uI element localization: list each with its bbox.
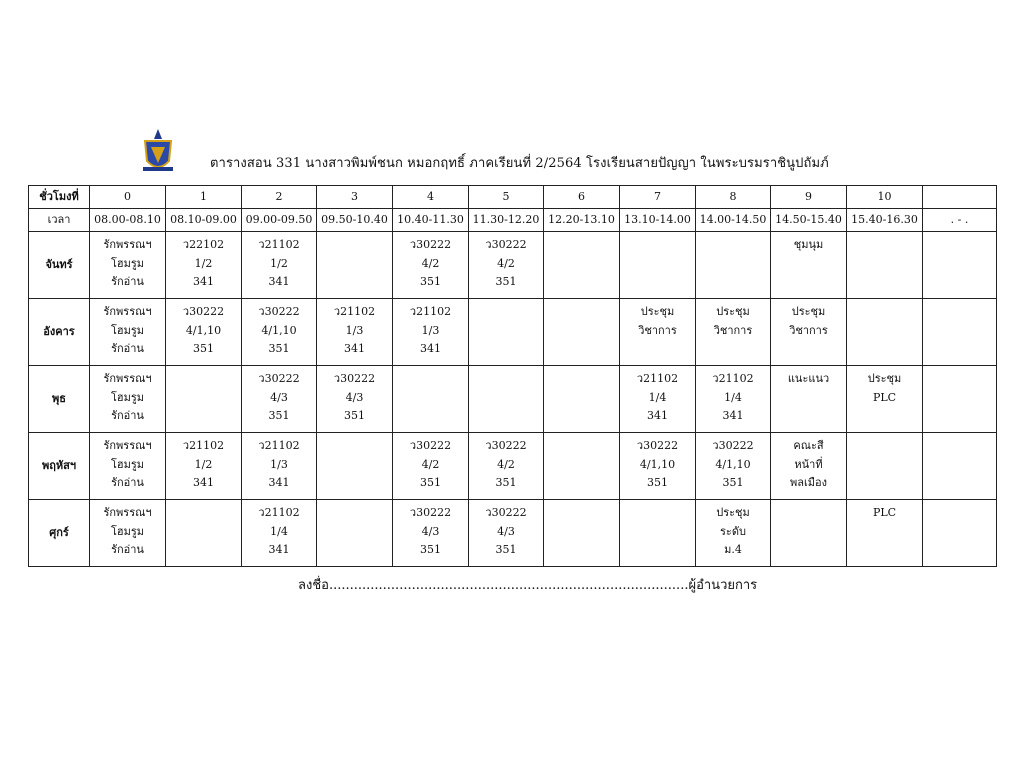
schedule-cell	[847, 433, 923, 500]
time-cell: 13.10-14.00	[620, 209, 696, 232]
period-cell: 4	[393, 186, 469, 209]
timetable	[28, 185, 997, 567]
schedule-cell	[90, 366, 166, 433]
schedule-cell	[771, 500, 847, 567]
cell-line: 341	[344, 342, 365, 355]
cell-line: ว21102	[333, 305, 376, 318]
period-header-row	[29, 186, 997, 209]
schedule-cell	[620, 366, 696, 433]
cell-line: 1/3	[270, 457, 288, 471]
schedule-cell	[847, 232, 923, 299]
schedule-cell	[90, 500, 166, 567]
cell-line: ว21102	[409, 305, 452, 318]
school-logo	[139, 127, 177, 177]
cell-line: วิชาการ	[638, 323, 677, 337]
cell-line: 351	[495, 275, 517, 288]
period-cell: 10	[847, 186, 923, 209]
cell-line: 1/2	[194, 256, 213, 270]
cell-line: 341	[647, 409, 668, 422]
cell-line: ประชุม	[640, 305, 675, 318]
cell-line: โฮมรูม	[110, 256, 145, 270]
cell-line: 4/3	[421, 524, 440, 538]
cell-line: รักอ่าน	[111, 409, 144, 422]
cell-line: พลเมือง	[790, 476, 827, 489]
period-cell: 2	[242, 186, 317, 209]
time-cell: 12.20-13.10	[544, 209, 620, 232]
cell-line: ชุมนุม	[793, 238, 824, 251]
period-cell: 5	[469, 186, 544, 209]
cell-line: ว30222	[485, 238, 527, 251]
cell-line: ว21102	[182, 439, 225, 452]
schedule-cell	[544, 500, 620, 567]
cell-line: รักพรรณฯ	[103, 439, 152, 452]
cell-line: 4/2	[497, 457, 515, 471]
schedule-cell	[317, 366, 393, 433]
cell-line: 351	[647, 476, 668, 489]
cell-line: รักอ่าน	[111, 543, 144, 556]
schedule-cell	[166, 433, 242, 500]
schedule-cell	[620, 299, 696, 366]
schedule-cell	[166, 232, 242, 299]
time-cell: 15.40-16.30	[847, 209, 923, 232]
schedule-cell	[923, 433, 997, 500]
cell-line: 351	[344, 409, 365, 422]
schedule-cell	[317, 433, 393, 500]
cell-line: ว21102	[712, 372, 754, 385]
time-cell: 14.00-14.50	[696, 209, 771, 232]
schedule-cell	[166, 299, 242, 366]
schedule-cell	[923, 366, 997, 433]
period-cell: 0	[90, 186, 166, 209]
schedule-cell	[847, 299, 923, 366]
schedule-cell	[90, 299, 166, 366]
day-name: อังคาร	[29, 299, 90, 366]
period-cell: 8	[696, 186, 771, 209]
schedule-cell	[771, 299, 847, 366]
cell-line: 351	[268, 342, 290, 355]
cell-line: 4/3	[345, 390, 364, 404]
cell-line: PLC	[872, 390, 897, 404]
cell-line: ว30222	[409, 439, 452, 452]
cell-line: 4/1,10	[261, 323, 297, 337]
cell-line: ว30222	[409, 506, 452, 519]
cell-line: โฮมรูม	[110, 323, 145, 337]
day-row	[29, 433, 997, 500]
schedule-cell	[242, 299, 317, 366]
day-name: จันทร์	[29, 232, 90, 299]
time-cell: 08.10-09.00	[166, 209, 242, 232]
cell-line: ม.4	[724, 543, 742, 556]
schedule-cell	[317, 299, 393, 366]
cell-line: ว21102	[636, 372, 679, 385]
schedule-cell	[242, 433, 317, 500]
schedule-cell	[469, 500, 544, 567]
cell-line: 4/2	[421, 457, 440, 471]
period-cell	[923, 186, 997, 209]
schedule-cell	[166, 366, 242, 433]
cell-line: รักอ่าน	[111, 275, 144, 288]
cell-line: โฮมรูม	[110, 524, 145, 538]
cell-line: รักพรรณฯ	[103, 506, 152, 519]
cell-line: แนะแนว	[787, 372, 830, 385]
cell-line: 341	[420, 342, 441, 355]
cell-line: 4/1,10	[185, 323, 222, 337]
cell-line: 351	[722, 476, 744, 489]
schedule-cell	[620, 433, 696, 500]
schedule-cell	[771, 433, 847, 500]
schedule-cell	[696, 433, 771, 500]
cell-line: ว30222	[485, 506, 527, 519]
schedule-cell	[166, 500, 242, 567]
period-label: ชั่วโมงที่	[29, 186, 90, 209]
cell-line: 351	[495, 543, 517, 556]
cell-line: ประชุม	[716, 305, 750, 318]
schedule-cell	[393, 299, 469, 366]
cell-line: คณะสี	[793, 439, 824, 452]
schedule-cell	[620, 500, 696, 567]
period-cell: 3	[317, 186, 393, 209]
period-cell: 6	[544, 186, 620, 209]
cell-line: ว30222	[182, 305, 225, 318]
cell-line: 4/3	[270, 390, 288, 404]
period-cell: 1	[166, 186, 242, 209]
cell-line: วิชาการ	[713, 323, 753, 337]
cell-line: 4/2	[421, 256, 440, 270]
day-row	[29, 500, 997, 567]
cell-line: ประชุม	[867, 372, 902, 385]
cell-line: 1/4	[724, 390, 742, 404]
schedule-cell	[771, 232, 847, 299]
cell-line: 1/3	[421, 323, 440, 337]
schedule-cell	[469, 299, 544, 366]
time-cell: 11.30-12.20	[469, 209, 544, 232]
period-cell: 9	[771, 186, 847, 209]
schedule-cell	[696, 299, 771, 366]
schedule-cell	[393, 366, 469, 433]
cell-line: รักพรรณฯ	[103, 372, 152, 385]
time-label: เวลา	[29, 209, 90, 232]
cell-line: PLC	[872, 506, 897, 519]
schedule-cell	[544, 232, 620, 299]
cell-line: 4/1,10	[715, 457, 751, 471]
cell-line: ว30222	[258, 305, 300, 318]
signature-line: ลงชื่อ.......................................................................................ผู้อำนวยการ	[298, 578, 758, 593]
schedule-cell	[393, 433, 469, 500]
time-cell: . - .	[923, 209, 997, 232]
page-title: ตารางสอน 331 นางสาวพิมพ์ชนก หมอกฤทธิ์ ภาคเรียนที่ 2/2564 โรงเรียนสายปัญญา ในพระบรมราชินูปถัมภ์	[210, 156, 829, 171]
cell-line: ว30222	[485, 439, 527, 452]
schedule-cell	[393, 500, 469, 567]
time-header-row	[29, 209, 997, 232]
cell-line: ว21102	[258, 238, 300, 251]
schedule-cell	[696, 500, 771, 567]
cell-line: รักพรรณฯ	[103, 238, 152, 251]
cell-line: ประชุม	[716, 506, 750, 519]
schedule-cell	[771, 366, 847, 433]
cell-line: 351	[495, 476, 517, 489]
schedule-cell	[847, 500, 923, 567]
cell-line: 351	[420, 543, 441, 556]
cell-line: รักพรรณฯ	[103, 305, 152, 318]
schedule-cell	[923, 299, 997, 366]
cell-line: 341	[268, 275, 290, 288]
cell-line: รักอ่าน	[111, 476, 144, 489]
day-name: พฤหัสฯ	[29, 433, 90, 500]
schedule-cell	[544, 299, 620, 366]
schedule-cell	[242, 366, 317, 433]
schedule-cell	[620, 232, 696, 299]
cell-line: 351	[420, 476, 441, 489]
cell-line: หน้าที่	[794, 457, 823, 471]
cell-line: 341	[268, 543, 290, 556]
cell-line: ประชุม	[791, 305, 826, 318]
day-row	[29, 232, 997, 299]
schedule-cell	[90, 433, 166, 500]
cell-line: ว30222	[409, 238, 452, 251]
day-name: พุธ	[29, 366, 90, 433]
cell-line: 341	[722, 409, 744, 422]
cell-line: 1/2	[194, 457, 213, 471]
cell-line: 1/2	[270, 256, 288, 270]
schedule-cell	[469, 232, 544, 299]
schedule-cell	[242, 232, 317, 299]
cell-line: วิชาการ	[789, 323, 828, 337]
cell-line: 341	[268, 476, 290, 489]
cell-line: ว30222	[333, 372, 376, 385]
time-cell: 10.40-11.30	[393, 209, 469, 232]
cell-line: ว30222	[712, 439, 754, 452]
schedule-cell	[469, 366, 544, 433]
cell-line: 341	[193, 476, 214, 489]
day-name: ศุกร์	[29, 500, 90, 567]
schedule-cell	[544, 433, 620, 500]
cell-line: ว22102	[182, 238, 225, 251]
cell-line: ว21102	[258, 506, 300, 519]
schedule-cell	[242, 500, 317, 567]
day-row	[29, 366, 997, 433]
cell-line: โฮมรูม	[110, 390, 145, 404]
cell-line: ระดับ	[720, 524, 746, 538]
cell-line: 351	[420, 275, 441, 288]
schedule-cell	[469, 433, 544, 500]
time-cell: 09.00-09.50	[242, 209, 317, 232]
cell-line: 351	[268, 409, 290, 422]
cell-line: 4/1,10	[639, 457, 676, 471]
cell-line: ว30222	[258, 372, 300, 385]
cell-line: 1/3	[345, 323, 364, 337]
schedule-cell	[393, 232, 469, 299]
cell-line: ว21102	[258, 439, 300, 452]
schedule-cell	[544, 366, 620, 433]
time-cell: 08.00-08.10	[90, 209, 166, 232]
schedule-cell	[696, 232, 771, 299]
cell-line: 1/4	[270, 524, 288, 538]
schedule-cell	[923, 232, 997, 299]
day-row	[29, 299, 997, 366]
schedule-cell	[317, 232, 393, 299]
cell-line: 351	[193, 342, 214, 355]
schedule-cell	[317, 500, 393, 567]
cell-line: โฮมรูม	[110, 457, 145, 471]
cell-line: รักอ่าน	[111, 342, 144, 355]
cell-line: ว30222	[636, 439, 679, 452]
period-cell: 7	[620, 186, 696, 209]
time-cell: 09.50-10.40	[317, 209, 393, 232]
cell-line: 4/2	[497, 256, 515, 270]
schedule-cell	[923, 500, 997, 567]
schedule-cell	[90, 232, 166, 299]
schedule-cell	[847, 366, 923, 433]
cell-line: 341	[193, 275, 214, 288]
schedule-cell	[696, 366, 771, 433]
time-cell: 14.50-15.40	[771, 209, 847, 232]
cell-line: 4/3	[497, 524, 515, 538]
cell-line: 1/4	[648, 390, 667, 404]
